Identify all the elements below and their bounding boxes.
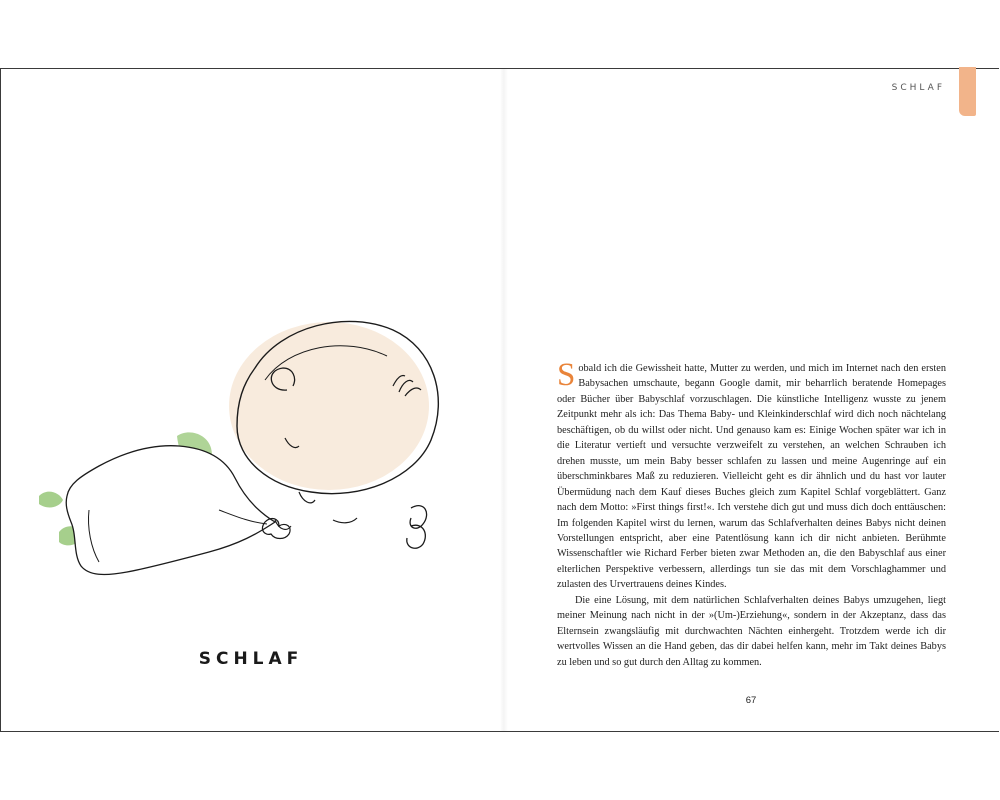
paragraph-1 bbox=[557, 357, 946, 593]
chapter-title: SCHLAF bbox=[198, 649, 304, 669]
chapter-tab-marker bbox=[959, 67, 976, 116]
page-number: 67 bbox=[745, 695, 757, 706]
dropcap: S bbox=[557, 357, 576, 393]
running-head: SCHLAF bbox=[891, 83, 945, 93]
paragraph-1-text: obald ich die Gewissheit hatte, Mutter zu werden, und mich im Internet nach den ersten Babysachen umschaute, begann Google damit, mir beharrlich beratende Homepages oder Bücher über Babyschlaf vorzuschlagen. Die künstliche Intelligenz wusste zu jenem Zeitpunkt mehr als ich: Das Thema Baby- und Kleinkinderschlaf wird dich noch nächtelang beschäftigen, ob du willst oder nicht. Und genauso kam es: Einige Wochen später war ich in die Literatur vertieft und versuchte verzweifelt zu verstehen, an welchen Schrauben ich drehen musste, um mein Baby besser schlafen zu lassen und meine Augenringe auf ein überschminkbares Maß zu reduzieren. Vielleicht geht es dir ähnlich und du hast vor lauter Übermüdung nach dem Kauf dieses Buches gleich zum Kapitel Schlaf vorgeblättert. Ganz nach dem Motto: »First things first!«. Ich verstehe dich gut und muss dich doch enttäuschen: Im folgenden Kapitel wirst du lernen, warum das Schlafverhalten deines Babys nicht deinen Vorstellungen entspricht, aber eine Patentlösung kann ich dir nicht anbieten. Berühmte Wissenschaftler wie Richard Ferber bieten zwar Methoden an, die den Babyschlaf aus einer elterlichen Perspektive verbessern, allerdings tun sie das mit dem Vorschlaghammer und zulasten des Urvertrauens deines Kindes. bbox=[557, 363, 946, 591]
book-gutter bbox=[500, 69, 508, 731]
book-spread bbox=[0, 68, 999, 732]
sleeping-baby-illustration bbox=[29, 296, 469, 586]
body-text bbox=[557, 357, 946, 670]
paragraph-2: Die eine Lösung, mit dem natürlichen Schlafverhalten deines Babys umzugehen, liegt meiner Meinung nach nicht in der »(Um-)Erziehung«, sondern in der Akzeptanz, dass das Elternsein zwangsläufig mit durchwachten Nächten einhergeht. Trotzdem werde ich dir wertvolles Wissen an die Hand geben, das dir dabei helfen kann, mehr im Takt deines Babys zu leben und so gut durch den Alltag zu kommen. bbox=[557, 594, 946, 668]
